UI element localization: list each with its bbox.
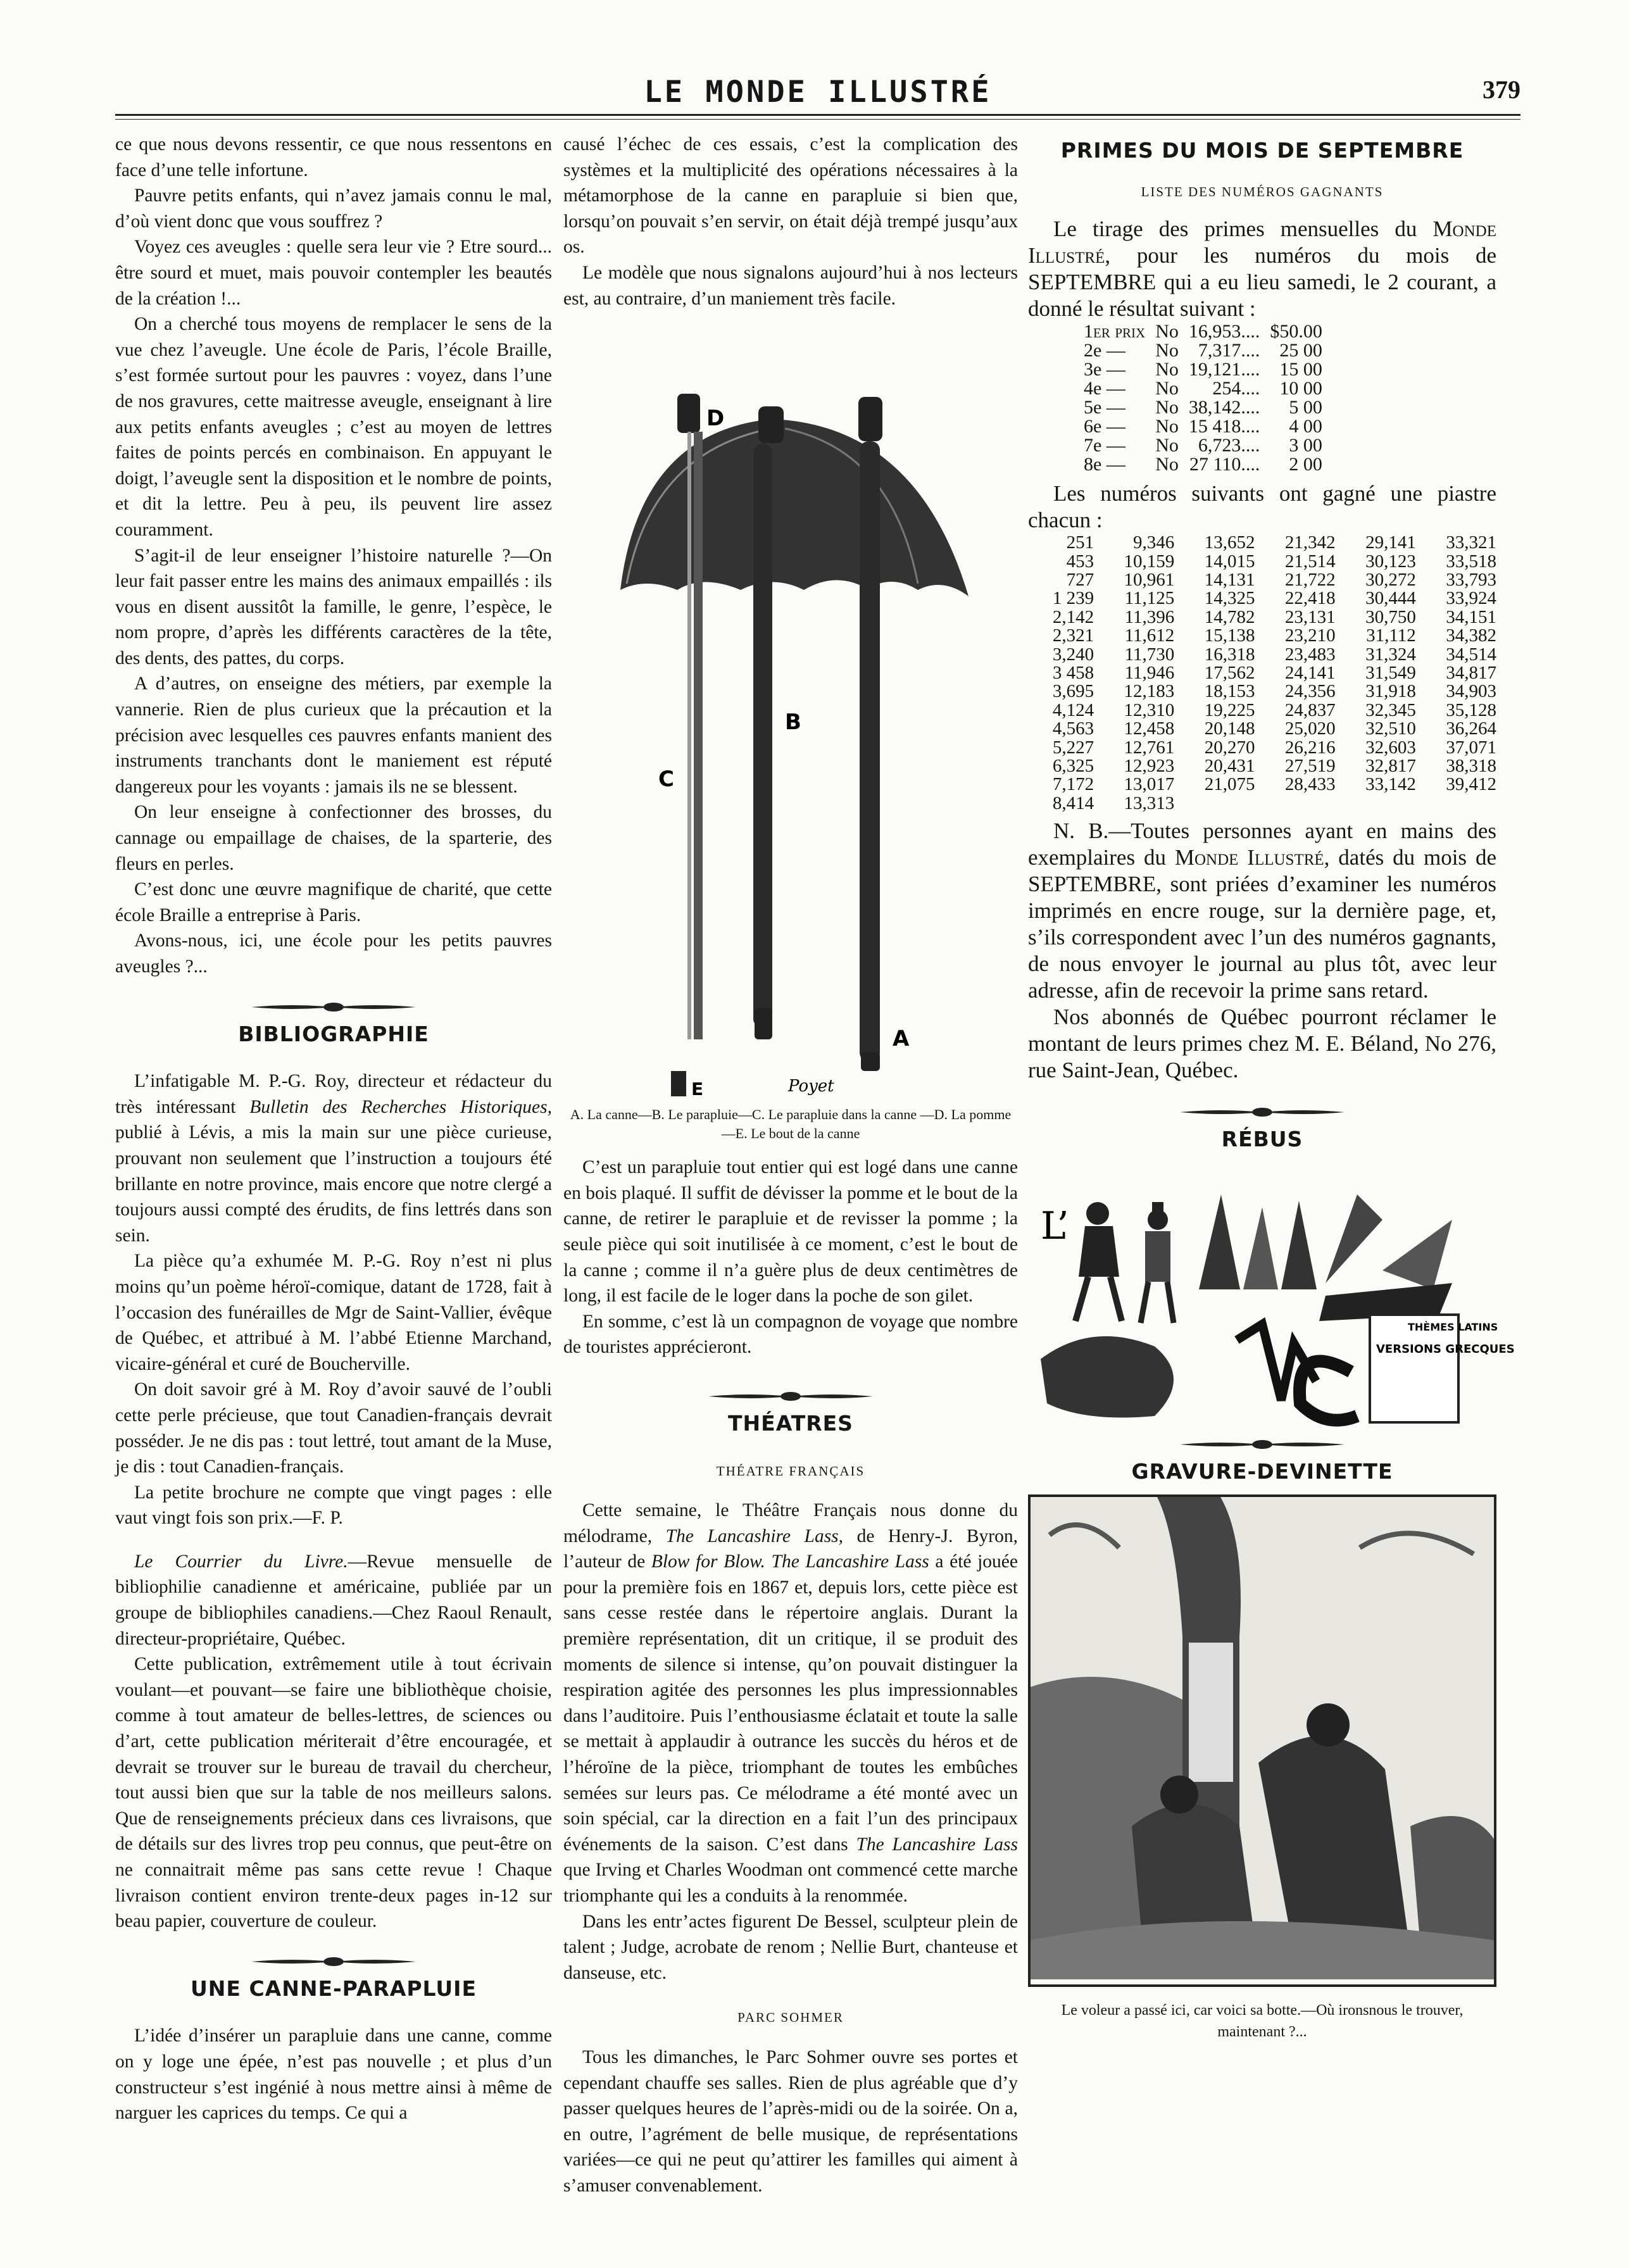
rebus-paper-text: THÈMES LATINS [1408, 1320, 1498, 1333]
umbrella-cane-illustration [563, 324, 1018, 1103]
numbers-row [1028, 534, 1496, 552]
piastre-block [1028, 480, 1496, 534]
prize-row [1079, 322, 1327, 341]
prize-row [1079, 360, 1327, 379]
paragraph: C’est donc une œuvre magnifique de charité, que cette école Braille a entreprise à Paris. [115, 879, 552, 925]
number-cell: 14,015 [1204, 551, 1255, 572]
prize-row [1079, 379, 1327, 398]
number-cell: 23,210 [1284, 625, 1336, 646]
number-cell [1416, 794, 1496, 813]
paragraph: On a cherché tous moyens de remplacer le sens de la vue chez l’aveugle. Une école de Paris, l’école Braille, s’est formée surtout pour les pauvres : voyez, dans l’une de nos gravures, cette maitresse aveugle, enseignant à lire aux petits enfants aveugles ; c’est au moyen de lettres faites de points percés en combinaison. En appuyant le doigt, l’aveugle sent la disposition et le nombre de points, et dit la lettre. Peu à peu, ils peuvent lire assez couramment. [115, 314, 552, 540]
prize-cell: 25 00 [1279, 340, 1322, 361]
prize-cell: 8e — [1084, 454, 1125, 475]
numbers-row [1028, 553, 1496, 571]
prize-cell: 16,953.... [1188, 321, 1260, 342]
prize-cell: 10 00 [1279, 378, 1322, 399]
numbers-row [1028, 739, 1496, 757]
number-cell: 34,382 [1446, 625, 1496, 646]
prize-cell: 5e — [1084, 397, 1125, 418]
paragraph: A d’autres, on enseigne des métiers, par exemple la vannerie. Rien de plus curieux que la précaution et la précision avec lesquelles ces pauvres enfants manient des instruments tranchants dont le maniement est réputé dangereux pour les voyants : jamais ils ne se blessent. [115, 674, 552, 797]
prize-cell: 5 00 [1289, 397, 1322, 418]
numbers-row [1028, 664, 1496, 682]
paragraph: Avons-nous, ici, une école pour les petits pauvres aveugles ?... [115, 930, 552, 977]
number-cell [1255, 794, 1335, 813]
paragraph: C’est un parapluie tout entier qui est logé dans une canne en bois plaqué. Il suffit de dévisser la pomme et le bout de la canne, de retirer le parapluie et de revisser la pomme ; la seule pièce qui soit inutilisée à ce moment, c’est le bout de la canne ; comme il n’a guère plus de deux centimètres de long, il est facile de le loger dans la poche de son gilet. [563, 1157, 1018, 1306]
number-cell: 32,510 [1365, 718, 1416, 739]
label-d: D [706, 406, 725, 432]
number-cell: 12,761 [1124, 737, 1175, 758]
prize-cell: No [1155, 435, 1179, 456]
paragraph: S’agit-il de leur enseigner l’histoire naturelle ?—On leur fait passer entre les mains des animaux empaillés : ils vous en disent aussitôt la famille, le genre, l’espèce, le nom propre, d’après les différents caractères de la tête, des dents, des pattes, du corps. [115, 545, 552, 668]
prize-cell: 6,723.... [1198, 435, 1260, 456]
number-cell: 24,356 [1284, 681, 1336, 702]
number-cell: 31,324 [1365, 644, 1416, 665]
prize-cell: 4e — [1084, 378, 1125, 399]
prizes-block [1028, 216, 1496, 322]
header-rule-thin [115, 119, 1520, 120]
number-cell: 30,123 [1365, 551, 1416, 572]
number-cell: 8,414 [1052, 793, 1094, 813]
number-cell: 13,652 [1204, 532, 1255, 553]
number-cell: 4,563 [1052, 718, 1094, 739]
prize-cell: 4 00 [1289, 416, 1322, 437]
artist-signature: Poyet [788, 1077, 834, 1096]
number-cell: 11,125 [1124, 588, 1175, 609]
number-cell: 20,270 [1204, 737, 1255, 758]
number-cell: 21,342 [1284, 532, 1336, 553]
paragraph: En somme, c’est là un compagnon de voyage que nombre de touristes apprécieront. [563, 1311, 1018, 1358]
number-cell: 21,075 [1204, 774, 1255, 795]
prize-cell: 7,317.... [1198, 340, 1260, 361]
numbers-row [1028, 627, 1496, 645]
puzzle-engraving [1028, 1494, 1496, 1987]
number-cell [1336, 794, 1416, 813]
prize-cell: No [1155, 454, 1179, 475]
number-cell: 34,817 [1446, 663, 1496, 684]
prize-cell: 2e — [1084, 340, 1125, 361]
prize-cell: 1er prix [1084, 321, 1146, 342]
paragraph: On leur enseigne à confectionner des brosses, du cannage ou empaillage de chaises, de la sparterie, des fleurs en perles. [115, 802, 552, 874]
number-cell: 32,817 [1365, 756, 1416, 777]
number-cell: 20,431 [1204, 756, 1255, 777]
winning-numbers-table [1028, 534, 1496, 813]
label-a: A [893, 1026, 910, 1052]
numbers-row [1028, 608, 1496, 627]
paragraph: ce que nous devons ressentir, ce que nous ressentons en face d’une telle infortune. [115, 134, 552, 180]
number-cell: 20,148 [1204, 718, 1255, 739]
number-cell: 31,112 [1366, 625, 1416, 646]
number-cell: 14,131 [1204, 570, 1255, 590]
prize-cell: 15 00 [1279, 359, 1322, 380]
prize-cell: No [1155, 340, 1179, 361]
numbers-row [1028, 701, 1496, 720]
prize-row [1079, 398, 1327, 417]
number-cell: 14,325 [1204, 588, 1255, 609]
prize-cell: 38,142.... [1188, 397, 1260, 418]
ornament-divider [563, 1384, 1018, 1398]
rebus-letter: L’ [1041, 1203, 1069, 1248]
number-cell: 17,562 [1204, 663, 1255, 684]
page-header [115, 75, 1520, 114]
label-b: B [785, 710, 801, 736]
number-cell: 4,124 [1052, 699, 1094, 720]
number-cell: 28,433 [1284, 774, 1336, 795]
number-cell: 33,793 [1446, 570, 1496, 590]
paragraph: Voyez ces aveugles : quelle sera leur vie ? Etre sourd... être sourd et muet, mais pouvoir contempler les beautés de la création !... [115, 237, 552, 309]
paragraph: Cette semaine, le Théâtre Français nous donne du mélodrame, The Lancashire Lass, de Henry-J. Byron, l’auteur de Blow for Blow. The Lancashire Lass a été jouée pour la première fois en 1867 et, depuis lors, cette pièce est sans cesse restée dans le répertoire anglais. Durant la première représentation, dit un critique, il se produit des moments de silence si intense, qu’on pouvait distinguer la respiration agitée des personnes les plus impressionnables dans l’auditoire. Puis l’enthousiasme éclatait et toute la salle se mettait à applaudir à outrance les succès du héros et de l’héroïne de la pièce, triomphant de toutes les embûches semées sur leurs pas. Ce mélodrame a été monté avec un soin spécial, car la direction en a fait l’un des principaux événements de la saison. C’est dans The Lancashire Lass que Irving et Charles Woodman ont commencé cette marche triomphante qui les a conduits à la renommée. [563, 1500, 1018, 1906]
paragraph: La pièce qu’a exhumée M. P.-G. Roy n’est ni plus moins qu’un poème héroï-comique, datant de 1728, fait à l’occasion des funérailles de Mgr de Saint-Vallier, évêque de Québec, et attribué à M. l’abbé Etienne Marchand, vicaire-général et curé de Boucherville. [115, 1251, 552, 1374]
subsection-title: LISTE DES NUMÉROS GAGNANTS [1141, 184, 1384, 199]
number-cell: 23,483 [1284, 644, 1336, 665]
numbers-row [1028, 646, 1496, 664]
numbers-row [1028, 682, 1496, 701]
prize-cell: 254.... [1212, 378, 1260, 399]
number-cell: 453 [1066, 551, 1094, 572]
prize-row [1079, 455, 1327, 474]
paragraph: Le Courrier du Livre.—Revue mensuelle de bibliophilie canadienne et américaine, publiée par un groupe de bibliophiles canadiens.—Chez Raoul Renault, directeur-propriétaire, Québec. [115, 1551, 552, 1649]
number-cell: 34,514 [1446, 644, 1496, 665]
number-cell: 34,151 [1446, 606, 1496, 627]
paragraph: Tous les dimanches, le Parc Sohmer ouvre ses portes et cependant chauffe ses salles. Rien de plus agréable que d’y passer quelques heures de l’après-midi ou de la soirée. On a, en outre, l’agrément de belle musique, de représentations variées—ce qui ne peut qu’attirer les familles qui aiment à s’amuser convenablement. [563, 2046, 1018, 2196]
number-cell: 27,519 [1284, 756, 1336, 777]
number-cell: 251 [1066, 532, 1094, 553]
paragraph: L’idée d’insérer un parapluie dans une canne, comme on y loge une épée, n’est pas nouvelle ; et plus d’un constructeur s’est ingénié à nous mettre ainsi à même de narguer les caprices du temps. Ce qui a [115, 2026, 552, 2124]
number-cell: 2,321 [1052, 625, 1094, 646]
number-cell: 7,172 [1052, 774, 1094, 795]
number-cell: 19,225 [1204, 699, 1255, 720]
nb-block [1028, 818, 1496, 1084]
paragraph: Le tirage des primes mensuelles du Monde Illustré, pour les numéros du mois de SEPTEMBRE qui a eu lieu samedi, le 2 courant, a donné le résultat suivant : [1028, 216, 1496, 322]
paragraph: La petite brochure ne compte que vingt pages : elle vaut vingt fois son prix.—F. P. [115, 1482, 552, 1529]
number-cell: 33,321 [1446, 532, 1496, 553]
prize-cell: 7e — [1084, 435, 1125, 456]
number-cell: 10,159 [1124, 551, 1175, 572]
paragraph: Nos abonnés de Québec pourront réclamer le montant de leurs primes chez M. E. Béland, No 276, rue Saint-Jean, Québec. [1028, 1005, 1496, 1083]
number-cell: 31,549 [1365, 663, 1416, 684]
prize-row [1079, 341, 1327, 360]
number-cell: 26,216 [1284, 737, 1336, 758]
prize-cell: No [1155, 378, 1179, 399]
section-title-rebus: RÉBUS [1221, 1127, 1303, 1152]
number-cell: 12,310 [1124, 699, 1175, 720]
subsection-title: PARC SOHMER [737, 2010, 844, 2026]
number-cell: 3,695 [1052, 681, 1094, 702]
number-cell: 38,318 [1446, 756, 1496, 777]
number-cell: 12,923 [1124, 756, 1175, 777]
number-cell: 11,946 [1124, 663, 1175, 684]
prize-cell: 2 00 [1289, 454, 1322, 475]
number-cell: 13,313 [1124, 793, 1175, 813]
column-right [1028, 132, 1515, 2054]
number-cell: 32,345 [1365, 699, 1416, 720]
number-cell: 16,318 [1204, 644, 1255, 665]
label-c: C [658, 767, 674, 793]
column-left [115, 132, 552, 2126]
rebus-paper-text: VERSIONS GRECQUES [1376, 1342, 1515, 1356]
paragraph: Pauvre petits enfants, qui n’avez jamais connu le mal, d’où vient donc que vous souffrez ? [115, 185, 552, 232]
paragraph: Cette publication, extrêmement utile à tout écrivain voulant—et pouvant—se faire une bibliothèque choisie, comme à tout amateur de belles-lettres, de sciences ou d’art, cette publication mériterait d’être encouragée, et devrait se trouver sur le bureau de travail du chercheur, tout aussi bien que sur la table de nos meilleurs salons. Que de renseignements précieux dans ces livraisons, que de détails sur des livres trop peu connus, que peut-être on ne connaitrait même pas sans cette revue ! Chaque livraison contient environ trente-deux pages in-12 sur beau papier, couverture de couleur. [115, 1654, 552, 1932]
prize-row [1079, 417, 1327, 436]
number-cell: 23,131 [1284, 606, 1336, 627]
number-cell: 33,924 [1446, 588, 1496, 609]
paragraph: Le modèle que nous signalons aujourd’hui à nos lecteurs est, au contraire, d’un maniement très facile. [563, 262, 1018, 309]
section-title-canne: UNE CANNE-PARAPLUIE [191, 1976, 477, 2001]
number-cell: 21,722 [1284, 570, 1336, 590]
prize-cell: 3 00 [1289, 435, 1322, 456]
number-cell: 21,514 [1284, 551, 1336, 572]
ornament-divider [1028, 1100, 1496, 1114]
rebus-illustration [1028, 1163, 1515, 1429]
number-cell: 9,346 [1133, 532, 1175, 553]
paragraph: N. B.—Toutes personnes ayant en mains des exemplaires du Monde Illustré, datés du mois de SEPTEMBRE, sont priées d’examiner les numéros imprimés en encre rouge, sur la dernière page, et, s’ils correspondent avec l’un des numéros gagnants, de nous envoyer le journal au plus tôt, avec leur adresse, afin de recevoir la prime sans retard. [1028, 818, 1496, 1003]
number-cell: 36,264 [1446, 718, 1496, 739]
section-title-theatres: THÉATRES [728, 1410, 853, 1436]
figure-caption: A. La canne—B. Le parapluie—C. Le parapluie dans la canne —D. La pomme—E. Le bout de la canne [570, 1106, 1012, 1142]
prize-table [1079, 322, 1327, 474]
number-cell: 15,138 [1204, 625, 1255, 646]
ornament-divider [115, 1950, 552, 1964]
number-cell: 3 458 [1052, 663, 1094, 684]
paragraph: causé l’échec de ces essais, c’est la complication des systèmes et la multiplicité des opérations nécessaires à la métamorphose de la canne en parapluie si bien que, lorsqu’on pouvait s’en servir, on était déjà trempé jusqu’aux os. [563, 134, 1018, 258]
number-cell: 11,612 [1124, 625, 1175, 646]
number-cell: 29,141 [1365, 532, 1416, 553]
number-cell: 11,396 [1124, 606, 1175, 627]
prize-cell: 15 418.... [1188, 416, 1260, 437]
numbers-row [1028, 589, 1496, 608]
page-number: 379 [1483, 75, 1520, 104]
numbers-row [1028, 794, 1496, 813]
number-cell: 12,458 [1124, 718, 1175, 739]
label-e: E [691, 1079, 704, 1100]
number-cell: 37,071 [1446, 737, 1496, 758]
prize-cell: No [1155, 321, 1179, 342]
number-cell: 1 239 [1052, 588, 1094, 609]
prize-cell: 27 110.... [1189, 454, 1260, 475]
prize-cell: 19,121.... [1188, 359, 1260, 380]
number-cell: 30,444 [1365, 588, 1416, 609]
number-cell: 12,183 [1124, 681, 1175, 702]
column-middle [563, 132, 1018, 2199]
number-cell: 5,227 [1052, 737, 1094, 758]
number-cell: 3,240 [1052, 644, 1094, 665]
number-cell: 35,128 [1446, 699, 1496, 720]
number-cell: 24,837 [1284, 699, 1336, 720]
number-cell: 33,518 [1446, 551, 1496, 572]
ornament-divider [115, 995, 552, 1009]
prize-cell: 3e — [1084, 359, 1125, 380]
number-cell: 34,903 [1446, 681, 1496, 702]
number-cell: 32,603 [1365, 737, 1416, 758]
prize-cell: No [1155, 359, 1179, 380]
paragraph: Dans les entr’actes figurent De Bessel, sculpteur plein de talent ; Judge, acrobate de renom ; Nellie Burt, chanteuse et danseuse, etc. [563, 1911, 1018, 1983]
number-cell: 2,142 [1052, 606, 1094, 627]
paragraph: Les numéros suivants ont gagné une piastre chacun : [1028, 481, 1496, 533]
number-cell: 30,272 [1365, 570, 1416, 590]
prize-cell: 6e — [1084, 416, 1125, 437]
number-cell: 727 [1066, 570, 1094, 590]
number-cell: 24,141 [1284, 663, 1336, 684]
number-cell: 11,730 [1124, 644, 1175, 665]
prize-row [1079, 436, 1327, 455]
number-cell: 10,961 [1124, 570, 1175, 590]
section-title-primes: PRIMES DU MOIS DE SEPTEMBRE [1060, 138, 1464, 163]
number-cell: 14,782 [1204, 606, 1255, 627]
number-cell: 33,142 [1365, 774, 1416, 795]
number-cell: 6,325 [1052, 756, 1094, 777]
number-cell: 22,418 [1284, 588, 1336, 609]
prize-cell: $50.00 [1270, 321, 1322, 342]
paragraph: On doit savoir gré à M. Roy d’avoir sauvé de l’oubli cette perle précieuse, que tout Canadien-français devrait posséder. Je ne dis pas : tout lettré, tout amant de la Muse, je dis : tout Canadien-français. [115, 1379, 552, 1477]
subsection-title: THÉATRE FRANÇAIS [716, 1463, 865, 1479]
number-cell: 31,918 [1365, 681, 1416, 702]
header-rule [115, 114, 1520, 116]
journal-title: LE MONDE ILLUSTRÉ [644, 75, 992, 110]
numbers-row [1028, 571, 1496, 589]
section-title-gravure: GRAVURE-DEVINETTE [1131, 1458, 1393, 1484]
engraving-caption: Le voleur a passé ici, car voici sa botte.—Où ironsnous le trouver, maintenant ?... [1061, 2002, 1464, 2041]
prize-cell: No [1155, 416, 1179, 437]
paragraph: L’infatigable M. P.-G. Roy, directeur et rédacteur du très intéressant Bulletin des Recherches Historiques, publié à Lévis, a mis la main sur une pièce curieuse, prouvant non seulement que l’instruction a toujours été brillante en notre province, mais encore que notre clergé a toujours aussi compté des érudits, de fins lettrés dans son sein. [115, 1071, 552, 1246]
number-cell: 39,412 [1446, 774, 1496, 795]
prize-cell: No [1155, 397, 1179, 418]
numbers-row [1028, 720, 1496, 738]
section-title-bibliographie: BIBLIOGRAPHIE [238, 1021, 429, 1046]
number-cell: 13,017 [1124, 774, 1175, 795]
number-cell: 25,020 [1284, 718, 1336, 739]
number-cell [1174, 794, 1255, 813]
number-cell: 30,750 [1365, 606, 1416, 627]
number-cell: 18,153 [1204, 681, 1255, 702]
numbers-row [1028, 757, 1496, 775]
numbers-row [1028, 775, 1496, 794]
ornament-divider [1028, 1432, 1496, 1446]
